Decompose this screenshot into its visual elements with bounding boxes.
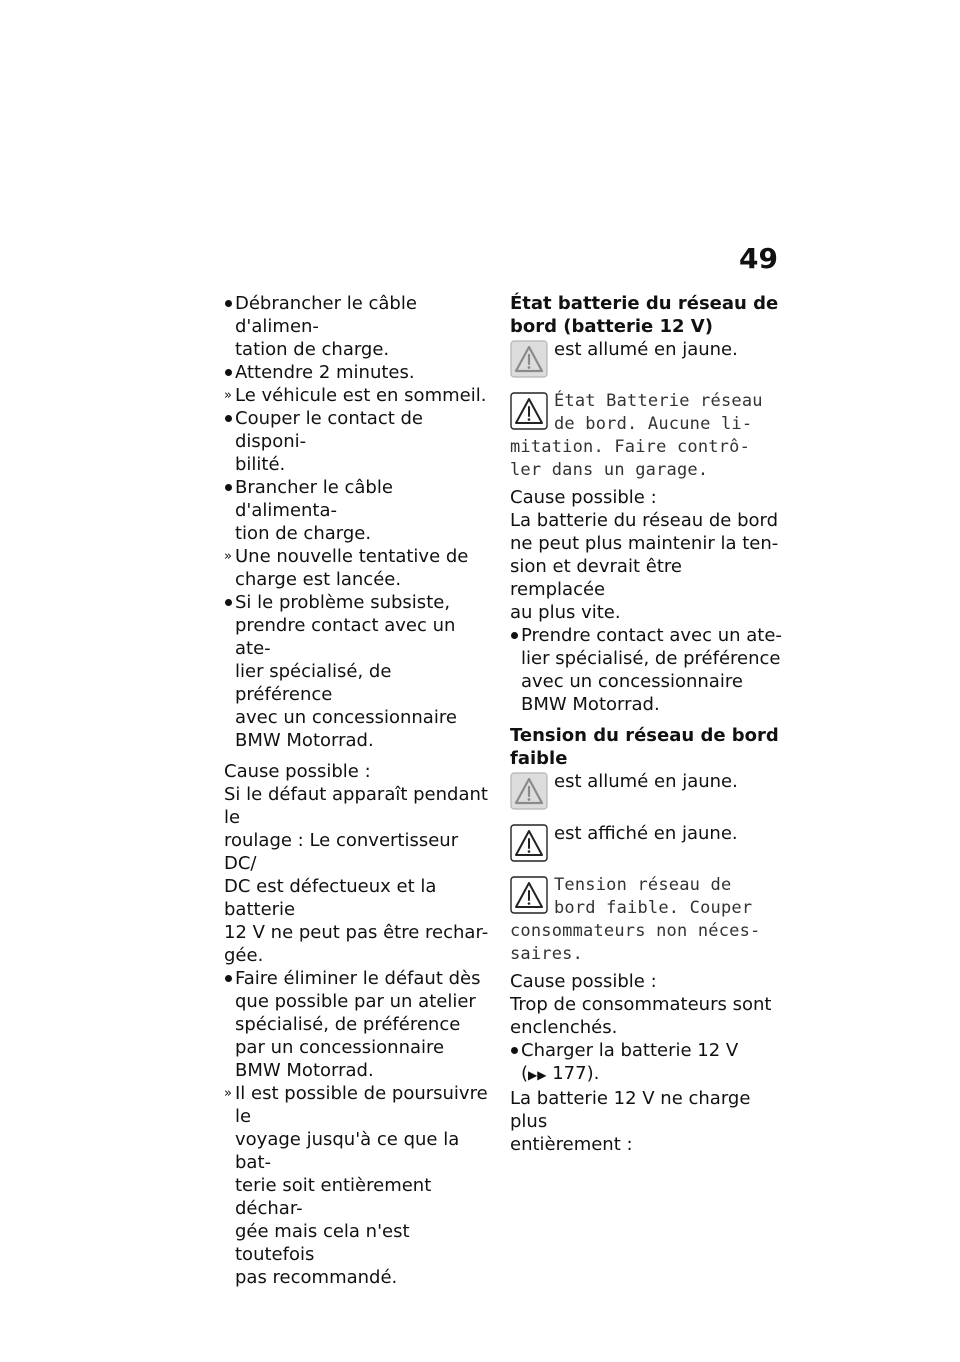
text-line: Brancher le câble d'alimenta- bbox=[235, 477, 393, 521]
text-line: Trop de consommateurs sont bbox=[510, 994, 772, 1015]
ref-paren: ( bbox=[521, 1063, 529, 1084]
left-column bbox=[224, 292, 492, 1289]
cause-label: Cause possible : bbox=[510, 971, 657, 992]
display-line: consommateurs non néces- bbox=[510, 921, 761, 941]
display-line: mitation. Faire contrô- bbox=[510, 437, 751, 457]
display-line: bord faible. Couper bbox=[554, 898, 753, 918]
list-item-bullet bbox=[224, 361, 492, 384]
list-item-bullet bbox=[224, 591, 492, 752]
cause-label: Cause possible : bbox=[224, 761, 371, 782]
final-text bbox=[510, 1087, 782, 1156]
indicator-row bbox=[510, 338, 782, 384]
text-line: spécialisé, de préférence bbox=[235, 1014, 461, 1035]
text-line: enclenchés. bbox=[510, 1017, 618, 1038]
text-line: bilité. bbox=[235, 454, 286, 475]
cause-text bbox=[224, 783, 492, 967]
text-line: Si le problème subsiste, bbox=[235, 592, 451, 613]
text-line: roulage : Le convertisseur DC/ bbox=[224, 830, 459, 874]
text-line: DC est défectueux et la batterie bbox=[224, 876, 437, 920]
text-line: tion de charge. bbox=[235, 523, 372, 544]
list-item-bullet bbox=[224, 292, 492, 361]
result-arrow-icon: » bbox=[224, 1086, 232, 1101]
heading-line: bord (batterie 12 V) bbox=[510, 316, 713, 337]
text-line: Débrancher le câble d'alimen- bbox=[235, 293, 417, 337]
cause-text bbox=[510, 993, 782, 1039]
text-line: avec un concessionnaire bbox=[521, 671, 743, 692]
text-line: La batterie 12 V ne charge plus bbox=[510, 1088, 751, 1132]
text-line: BMW Motorrad. bbox=[521, 694, 660, 715]
text-line: ne peut plus maintenir la ten- bbox=[510, 533, 779, 554]
text-line: Le véhicule est en sommeil. bbox=[235, 385, 487, 406]
warning-triangle-icon bbox=[510, 876, 548, 914]
result-arrow-icon: » bbox=[224, 388, 232, 403]
text-line: Il est possible de poursuivre le bbox=[235, 1083, 488, 1127]
reference-arrow-icon: ▶▶ bbox=[528, 1068, 547, 1082]
text-line: pas recommandé. bbox=[235, 1267, 398, 1288]
text-line: La batterie du réseau de bord bbox=[510, 510, 779, 531]
list-item-result bbox=[224, 1082, 492, 1289]
list-item-bullet bbox=[224, 476, 492, 545]
list-item-bullet bbox=[224, 407, 492, 476]
text-line: lier spécialisé, de préférence bbox=[521, 648, 781, 669]
display-line: ler dans un garage. bbox=[510, 460, 709, 480]
section-heading-battery-status bbox=[510, 292, 782, 338]
text-line: terie soit entièrement déchar- bbox=[235, 1175, 432, 1219]
text-line: prendre contact avec un ate- bbox=[235, 615, 456, 659]
list-item-result bbox=[224, 384, 492, 407]
text-line: BMW Motorrad. bbox=[235, 730, 374, 751]
indicator-text: est allumé en jaune. bbox=[554, 771, 738, 792]
text-line: entièrement : bbox=[510, 1134, 633, 1155]
page-number: 49 bbox=[739, 242, 778, 275]
indicator-row bbox=[510, 770, 782, 816]
text-line: BMW Motorrad. bbox=[235, 1060, 374, 1081]
cause-text bbox=[510, 509, 782, 624]
text-line: gée. bbox=[224, 945, 264, 966]
display-line: saires. bbox=[510, 944, 584, 964]
warning-triangle-icon bbox=[510, 824, 548, 862]
ref-page: 177). bbox=[552, 1063, 600, 1084]
display-message bbox=[510, 874, 782, 966]
warning-triangle-icon bbox=[510, 392, 548, 430]
text-line: Couper le contact de disponi- bbox=[235, 408, 423, 452]
text-line: sion et devrait être remplacée bbox=[510, 556, 682, 600]
text-line: au plus vite. bbox=[510, 602, 621, 623]
warning-triangle-icon bbox=[510, 340, 548, 378]
right-column bbox=[510, 292, 782, 1156]
text-line: Attendre 2 minutes. bbox=[235, 362, 415, 383]
indicator-text: est allumé en jaune. bbox=[554, 339, 738, 360]
list-item-bullet bbox=[510, 1039, 782, 1087]
heading-line: faible bbox=[510, 748, 568, 769]
heading-line: Tension du réseau de bord bbox=[510, 725, 779, 746]
text-line: Faire éliminer le défaut dès bbox=[235, 968, 481, 989]
display-line: Tension réseau de bbox=[554, 875, 732, 895]
list-item-result bbox=[224, 545, 492, 591]
text-line: charge est lancée. bbox=[235, 569, 402, 590]
display-line: de bord. Aucune li- bbox=[554, 414, 753, 434]
text-line: Si le défaut apparaît pendant le bbox=[224, 784, 488, 828]
list-item-bullet bbox=[510, 624, 782, 716]
text-line: voyage jusqu'à ce que la bat- bbox=[235, 1129, 460, 1173]
indicator-text: est affiché en jaune. bbox=[554, 823, 738, 844]
list-item-bullet bbox=[224, 967, 492, 1082]
warning-triangle-icon bbox=[510, 772, 548, 810]
text-line: Prendre contact avec un ate- bbox=[521, 625, 782, 646]
display-line: État Batterie réseau bbox=[554, 391, 763, 411]
text-line: Une nouvelle tentative de bbox=[235, 546, 469, 567]
heading-line: État batterie du réseau de bbox=[510, 293, 779, 314]
text-line: avec un concessionnaire bbox=[235, 707, 457, 728]
text-line: par un concessionnaire bbox=[235, 1037, 445, 1058]
result-arrow-icon: » bbox=[224, 549, 232, 564]
text-line: 12 V ne peut pas être rechar- bbox=[224, 922, 489, 943]
text-line: Charger la batterie 12 V bbox=[521, 1040, 739, 1061]
text-line: tation de charge. bbox=[235, 339, 390, 360]
cause-label: Cause possible : bbox=[510, 487, 657, 508]
indicator-row bbox=[510, 822, 782, 868]
text-line: lier spécialisé, de préférence bbox=[235, 661, 392, 705]
section-heading-low-voltage bbox=[510, 724, 782, 770]
page-reference[interactable] bbox=[521, 1063, 599, 1084]
text-line: que possible par un atelier bbox=[235, 991, 476, 1012]
display-message bbox=[510, 390, 782, 482]
text-line: gée mais cela n'est toutefois bbox=[235, 1221, 410, 1265]
